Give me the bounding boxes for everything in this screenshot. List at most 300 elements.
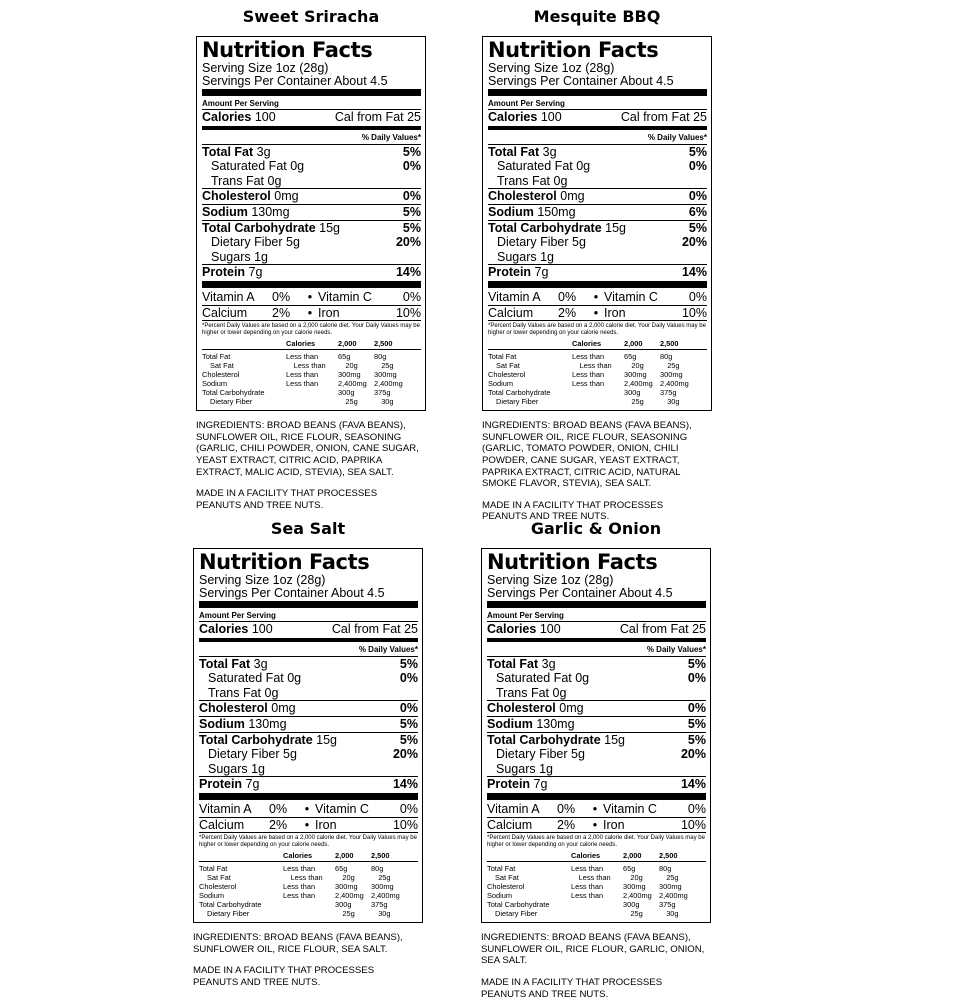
total-carbohydrate-label: Total Carbohydrate	[488, 220, 602, 235]
table-cell: Sodium	[202, 379, 228, 389]
sodium-label: Sodium	[199, 716, 245, 731]
table-cell: Cholesterol	[202, 370, 240, 380]
table-cell: 300mg	[660, 370, 683, 380]
protein-dv: 14%	[680, 777, 706, 792]
total-fat-label: Total Fat	[487, 656, 539, 671]
total-carbohydrate-value: 15g	[605, 220, 627, 235]
total-carbohydrate-label: Total Carbohydrate	[487, 732, 601, 747]
nutrition-facts-heading: Nutrition Facts	[199, 550, 370, 574]
table-row	[202, 361, 421, 370]
table-header-cell: 2,000	[338, 339, 357, 349]
table-cell: Dietary Fiber	[207, 909, 250, 919]
total-fat-row	[488, 144, 707, 160]
saturated-fat-dv: 0%	[687, 671, 706, 686]
table-cell: Total Fat	[199, 864, 228, 874]
table-cell: Cholesterol	[487, 882, 525, 892]
table-cell: Cholesterol	[199, 882, 237, 892]
total-carbohydrate-dv: 5%	[688, 220, 707, 235]
calcium-dv: 2%	[272, 305, 291, 320]
cal-from-fat: Cal from Fat 25	[619, 622, 706, 636]
table-cell	[580, 397, 632, 406]
table-cell: 2,400mg	[660, 379, 689, 389]
dietary-fiber-row	[488, 235, 707, 250]
table-row	[199, 864, 418, 873]
total-fat-value: 3g	[542, 144, 557, 159]
saturated-fat-dv: 0%	[402, 159, 421, 174]
vitamin-a-label: Vitamin A	[202, 289, 255, 304]
table-cell: Less than	[572, 370, 605, 380]
protein-dv: 14%	[681, 265, 707, 280]
trans-fat-row	[199, 686, 418, 701]
bullet: •	[593, 305, 599, 320]
table-cell: 2,400mg	[623, 891, 652, 901]
table-cell	[286, 388, 338, 397]
daily-values-header: % Daily Values*	[358, 644, 418, 654]
nutrition-panel-garlic-onion	[481, 518, 711, 1000]
vitamin-c-label: Vitamin C	[315, 801, 369, 816]
calcium-dv: 2%	[558, 305, 577, 320]
table-header-cell: Calories	[572, 339, 602, 349]
cholesterol-label: Cholesterol	[199, 701, 268, 716]
sugars-label: Sugars 1g	[208, 761, 265, 776]
calcium-label: Calcium	[487, 817, 533, 832]
table-cell: Less than	[579, 361, 612, 371]
table-cell: Total Carbohydrate	[199, 900, 262, 910]
table-row	[487, 882, 706, 891]
table-cell	[572, 388, 624, 397]
cholesterol-dv: 0%	[402, 189, 421, 204]
table-cell: Less than	[571, 864, 604, 874]
vitamin-row	[488, 290, 707, 305]
total-carbohydrate-row	[202, 220, 421, 236]
amount-per-serving: Amount Per Serving	[487, 611, 564, 620]
saturated-fat-label: Saturated Fat 0g	[208, 671, 302, 686]
sodium-row	[202, 204, 421, 220]
table-cell: Sat Fat	[207, 873, 231, 883]
table-cell	[283, 900, 335, 909]
trans-fat-label: Trans Fat 0g	[496, 685, 567, 700]
vitamin-row	[487, 802, 706, 817]
table-cell	[291, 909, 343, 918]
total-fat-dv: 5%	[402, 144, 421, 159]
table-cell: Less than	[572, 352, 605, 362]
cholesterol-dv: 0%	[399, 701, 418, 716]
sodium-dv: 5%	[402, 204, 421, 219]
cholesterol-value: 0mg	[274, 189, 299, 204]
table-row	[202, 388, 421, 397]
table-cell: 25g	[666, 873, 679, 883]
ingredients-text: INGREDIENTS: BROAD BEANS (FAVA BEANS), SUNFLOWER OIL, RICE FLOUR, SEA SALT.	[193, 932, 403, 955]
table-cell: Less than	[290, 873, 323, 883]
table-cell: Total Carbohydrate	[202, 388, 265, 398]
daily-values-header: % Daily Values*	[361, 132, 421, 142]
vitamin-a-dv: 0%	[269, 801, 288, 816]
table-cell: 30g	[666, 909, 679, 919]
table-header-cell: Calories	[286, 339, 316, 349]
cholesterol-label: Cholesterol	[488, 189, 557, 204]
table-row	[202, 370, 421, 379]
cholesterol-value: 0mg	[560, 189, 585, 204]
protein-row	[202, 264, 421, 280]
table-row	[202, 397, 421, 406]
saturated-fat-label: Saturated Fat 0g	[496, 671, 590, 686]
table-cell: 300g	[624, 388, 641, 398]
nutrition-panel-sea-salt	[193, 518, 423, 989]
total-carbohydrate-label: Total Carbohydrate	[202, 220, 316, 235]
table-cell	[579, 909, 631, 918]
sugars-row	[202, 250, 421, 265]
iron-label: Iron	[603, 817, 625, 832]
trans-fat-row	[487, 686, 706, 701]
table-cell: 65g	[624, 352, 637, 362]
table-cell: 25g	[345, 397, 358, 407]
table-cell: 65g	[335, 864, 348, 874]
table-row	[487, 900, 706, 909]
calories-row	[487, 621, 706, 637]
table-row	[199, 891, 418, 900]
flavor-title: Sea Salt	[270, 519, 346, 538]
calcium-label: Calcium	[202, 305, 248, 320]
medium-divider	[202, 126, 421, 130]
thick-divider	[202, 89, 421, 96]
protein-row	[488, 264, 707, 280]
saturated-fat-row	[487, 671, 706, 686]
nutrition-facts-heading: Nutrition Facts	[202, 38, 373, 62]
table-cell: 2,400mg	[624, 379, 653, 389]
table-cell: 25g	[342, 909, 355, 919]
table-cell: 300mg	[374, 370, 397, 380]
protein-dv: 14%	[395, 265, 421, 280]
vitamin-row	[199, 802, 418, 817]
thick-divider	[487, 601, 706, 608]
saturated-fat-row	[202, 159, 421, 174]
table-row	[488, 379, 707, 388]
sodium-label: Sodium	[487, 716, 533, 731]
flavor-title: Sweet Sriracha	[242, 7, 380, 26]
total-carbohydrate-label: Total Carbohydrate	[199, 732, 313, 747]
calories-row	[202, 109, 421, 125]
iron-label: Iron	[318, 305, 340, 320]
dietary-fiber-dv: 20%	[681, 235, 707, 250]
table-cell: 25g	[630, 909, 643, 919]
daily-values-footnote: *Percent Daily Values are based on a 2,000 calorie diet. Your Daily Values may be higher or lower depending on your calorie needs.	[202, 323, 420, 337]
table-row	[202, 352, 421, 361]
thick-divider	[199, 793, 418, 800]
medium-divider	[488, 126, 707, 130]
thick-divider	[487, 793, 706, 800]
amount-per-serving: Amount Per Serving	[199, 611, 276, 620]
dietary-fiber-label: Dietary Fiber 5g	[497, 235, 586, 250]
table-cell: 300mg	[335, 882, 358, 892]
table-cell: Sat Fat	[210, 361, 234, 371]
table-cell: 65g	[338, 352, 351, 362]
table-header	[199, 851, 418, 860]
protein-label: Protein	[487, 777, 531, 792]
table-header-cell: Calories	[283, 851, 313, 861]
table-cell: Total Carbohydrate	[488, 388, 551, 398]
table-cell: 30g	[381, 397, 394, 407]
trans-fat-label: Trans Fat 0g	[497, 173, 568, 188]
table-cell: Sat Fat	[496, 361, 520, 371]
total-fat-row	[487, 656, 706, 672]
table-cell: Dietary Fiber	[495, 909, 538, 919]
table-cell: Less than	[572, 379, 605, 389]
table-row	[487, 909, 706, 918]
calories-label: Calories	[487, 622, 537, 636]
table-cell: 80g	[371, 864, 384, 874]
total-carbohydrate-dv: 5%	[399, 732, 418, 747]
thick-divider	[199, 601, 418, 608]
table-cell: Less than	[286, 379, 319, 389]
servings-per-container: Servings Per Container About 4.5	[487, 586, 673, 600]
allergen-statement: MADE IN A FACILITY THAT PROCESSES PEANUTS AND TREE NUTS.	[193, 965, 375, 988]
calories-row	[488, 109, 707, 125]
table-cell: 30g	[667, 397, 680, 407]
table-cell: 300mg	[371, 882, 394, 892]
table-cell: 20g	[631, 361, 644, 371]
table-cell: 25g	[631, 397, 644, 407]
calories-value: 100	[539, 622, 561, 636]
mineral-row	[202, 305, 421, 321]
nutrition-facts-heading: Nutrition Facts	[487, 550, 658, 574]
table-header-cell	[202, 339, 286, 348]
sugars-label: Sugars 1g	[497, 249, 554, 264]
cal-from-fat: Cal from Fat 25	[620, 110, 707, 124]
dietary-fiber-dv: 20%	[680, 747, 706, 762]
mineral-row	[199, 817, 418, 833]
table-row	[488, 361, 707, 370]
servings-per-container: Servings Per Container About 4.5	[202, 74, 388, 88]
vitamin-c-label: Vitamin C	[604, 289, 658, 304]
total-fat-value: 3g	[256, 144, 271, 159]
table-cell: 2,400mg	[659, 891, 688, 901]
protein-label: Protein	[199, 777, 243, 792]
trans-fat-row	[488, 174, 707, 189]
table-cell	[571, 900, 623, 909]
dietary-fiber-label: Dietary Fiber 5g	[208, 747, 297, 762]
protein-row	[199, 776, 418, 792]
iron-dv: 10%	[681, 305, 707, 320]
vitamin-c-dv: 0%	[688, 289, 707, 304]
sodium-dv: 5%	[399, 716, 418, 731]
total-carbohydrate-row	[488, 220, 707, 236]
table-cell: Cholesterol	[488, 370, 526, 380]
servings-per-container: Servings Per Container About 4.5	[488, 74, 674, 88]
vitamin-c-dv: 0%	[402, 289, 421, 304]
table-cell: 2,400mg	[335, 891, 364, 901]
cholesterol-label: Cholesterol	[202, 189, 271, 204]
table-header-cell	[487, 851, 571, 860]
total-fat-row	[199, 656, 418, 672]
servings-per-container: Servings Per Container About 4.5	[199, 586, 385, 600]
table-cell: 300g	[335, 900, 352, 910]
total-carbohydrate-row	[199, 732, 418, 748]
saturated-fat-label: Saturated Fat 0g	[211, 159, 305, 174]
table-cell: 375g	[660, 388, 677, 398]
bullet: •	[304, 817, 310, 832]
total-fat-dv: 5%	[687, 656, 706, 671]
nutrition-label	[482, 36, 712, 411]
total-fat-dv: 5%	[688, 144, 707, 159]
saturated-fat-dv: 0%	[399, 671, 418, 686]
allergen-statement: MADE IN A FACILITY THAT PROCESSES PEANUTS AND TREE NUTS.	[481, 976, 663, 1000]
vitamin-a-label: Vitamin A	[199, 801, 252, 816]
serving-size: Serving Size 1oz (28g)	[202, 61, 329, 75]
sodium-row	[487, 716, 706, 732]
calcium-label: Calcium	[488, 305, 534, 320]
daily-values-footnote: *Percent Daily Values are based on a 2,000 calorie diet. Your Daily Values may be higher or lower depending on your calorie needs.	[488, 323, 706, 337]
bullet: •	[593, 289, 599, 304]
calories-label: Calories	[202, 110, 252, 124]
vitamin-c-dv: 0%	[399, 801, 418, 816]
table-cell: 375g	[659, 900, 676, 910]
nutrition-panel-sweet-sriracha	[196, 6, 426, 511]
trans-fat-row	[202, 174, 421, 189]
total-fat-dv: 5%	[399, 656, 418, 671]
cal-from-fat: Cal from Fat 25	[331, 622, 418, 636]
calories-value: 100	[540, 110, 562, 124]
table-header	[487, 851, 706, 860]
protein-row	[487, 776, 706, 792]
table-cell: 80g	[660, 352, 673, 362]
iron-label: Iron	[315, 817, 337, 832]
cholesterol-value: 0mg	[271, 701, 296, 716]
table-cell	[294, 397, 346, 406]
dietary-fiber-row	[199, 747, 418, 762]
medium-divider	[487, 638, 706, 642]
cholesterol-dv: 0%	[688, 189, 707, 204]
table-row	[199, 909, 418, 918]
table-header-cell: 2,000	[335, 851, 354, 861]
mineral-row	[488, 305, 707, 321]
ingredients-text: INGREDIENTS: BROAD BEANS (FAVA BEANS), SUNFLOWER OIL, RICE FLOUR, SEASONING (GARLIC, TOMATO POWDER, ONION, CHILI POWDER, CANE SUGAR, YEAST EXTRACT, PAPRIKA EXTRACT, CITRIC ACID, NATURAL SMOKE FLAVOR, STEVIA), SEA SALT.	[482, 420, 692, 490]
table-cell: 300mg	[338, 370, 361, 380]
table-cell: Sodium	[488, 379, 514, 389]
iron-dv: 10%	[680, 817, 706, 832]
total-fat-label: Total Fat	[488, 144, 540, 159]
calcium-label: Calcium	[199, 817, 245, 832]
daily-values-footnote: *Percent Daily Values are based on a 2,000 calorie diet. Your Daily Values may be higher or lower depending on your calorie needs.	[199, 835, 417, 849]
calories-label: Calories	[488, 110, 538, 124]
table-cell: Sat Fat	[495, 873, 519, 883]
table-row	[488, 388, 707, 397]
serving-size: Serving Size 1oz (28g)	[488, 61, 615, 75]
nutrition-facts-heading: Nutrition Facts	[488, 38, 659, 62]
table-cell: Less than	[286, 370, 319, 380]
trans-fat-label: Trans Fat 0g	[211, 173, 282, 188]
table-row	[487, 891, 706, 900]
vitamin-c-label: Vitamin C	[603, 801, 657, 816]
bullet: •	[592, 801, 598, 816]
calcium-dv: 2%	[557, 817, 576, 832]
saturated-fat-row	[199, 671, 418, 686]
vitamin-c-label: Vitamin C	[318, 289, 372, 304]
sodium-value: 150mg	[537, 204, 576, 219]
table-row	[488, 397, 707, 406]
table-cell: Less than	[286, 352, 319, 362]
table-cell: Dietary Fiber	[496, 397, 539, 407]
sodium-value: 130mg	[536, 716, 575, 731]
table-cell: 300g	[338, 388, 355, 398]
sodium-dv: 5%	[687, 716, 706, 731]
ingredients-text: INGREDIENTS: BROAD BEANS (FAVA BEANS), SUNFLOWER OIL, RICE FLOUR, GARLIC, ONION, SEA SALT.	[481, 932, 705, 967]
table-cell: 2,400mg	[338, 379, 367, 389]
serving-size: Serving Size 1oz (28g)	[199, 573, 326, 587]
table-cell: 25g	[667, 361, 680, 371]
table-cell: Total Fat	[488, 352, 517, 362]
thick-divider	[488, 89, 707, 96]
mineral-row	[487, 817, 706, 833]
calories-row	[199, 621, 418, 637]
table-row	[202, 379, 421, 388]
table-cell: 25g	[381, 361, 394, 371]
daily-values-table	[488, 339, 707, 406]
serving-size: Serving Size 1oz (28g)	[487, 573, 614, 587]
dietary-fiber-dv: 20%	[395, 235, 421, 250]
cholesterol-value: 0mg	[559, 701, 584, 716]
table-header-cell: 2,500	[660, 339, 679, 349]
cholesterol-row	[487, 700, 706, 716]
table-cell: Less than	[571, 891, 604, 901]
table-cell: 300mg	[624, 370, 647, 380]
protein-value: 7g	[245, 777, 260, 792]
total-carbohydrate-row	[487, 732, 706, 748]
sodium-value: 130mg	[248, 716, 287, 731]
table-cell: Dietary Fiber	[210, 397, 253, 407]
table-header-cell: 2,500	[374, 339, 393, 349]
bullet: •	[304, 801, 310, 816]
cholesterol-row	[202, 188, 421, 204]
table-cell: 300g	[623, 900, 640, 910]
vitamin-a-label: Vitamin A	[487, 801, 540, 816]
total-fat-row	[202, 144, 421, 160]
amount-per-serving: Amount Per Serving	[202, 99, 279, 108]
saturated-fat-dv: 0%	[688, 159, 707, 174]
table-header-cell: 2,500	[659, 851, 678, 861]
table-row	[487, 864, 706, 873]
table-cell: 25g	[378, 873, 391, 883]
table-cell: Less than	[293, 361, 326, 371]
vitamin-a-dv: 0%	[557, 801, 576, 816]
calories-value: 100	[254, 110, 276, 124]
table-cell: 375g	[374, 388, 391, 398]
table-cell: Sodium	[487, 891, 513, 901]
daily-values-footnote: *Percent Daily Values are based on a 2,000 calorie diet. Your Daily Values may be higher or lower depending on your calorie needs.	[487, 835, 705, 849]
cholesterol-dv: 0%	[687, 701, 706, 716]
medium-divider	[199, 638, 418, 642]
table-cell: 80g	[374, 352, 387, 362]
cholesterol-label: Cholesterol	[487, 701, 556, 716]
sodium-row	[199, 716, 418, 732]
total-fat-label: Total Fat	[199, 656, 251, 671]
daily-values-table	[487, 851, 706, 918]
nutrition-label	[481, 548, 711, 923]
daily-values-table	[202, 339, 421, 406]
sugars-row	[487, 762, 706, 777]
dietary-fiber-label: Dietary Fiber 5g	[211, 235, 300, 250]
protein-label: Protein	[202, 265, 246, 280]
table-cell: Less than	[578, 873, 611, 883]
total-carbohydrate-dv: 5%	[687, 732, 706, 747]
sugars-label: Sugars 1g	[211, 249, 268, 264]
flavor-title: Garlic & Onion	[530, 519, 662, 538]
dietary-fiber-dv: 20%	[392, 747, 418, 762]
sodium-label: Sodium	[202, 204, 248, 219]
trans-fat-label: Trans Fat 0g	[208, 685, 279, 700]
table-header-cell: 2,000	[624, 339, 643, 349]
total-fat-label: Total Fat	[202, 144, 254, 159]
calories-value: 100	[251, 622, 273, 636]
